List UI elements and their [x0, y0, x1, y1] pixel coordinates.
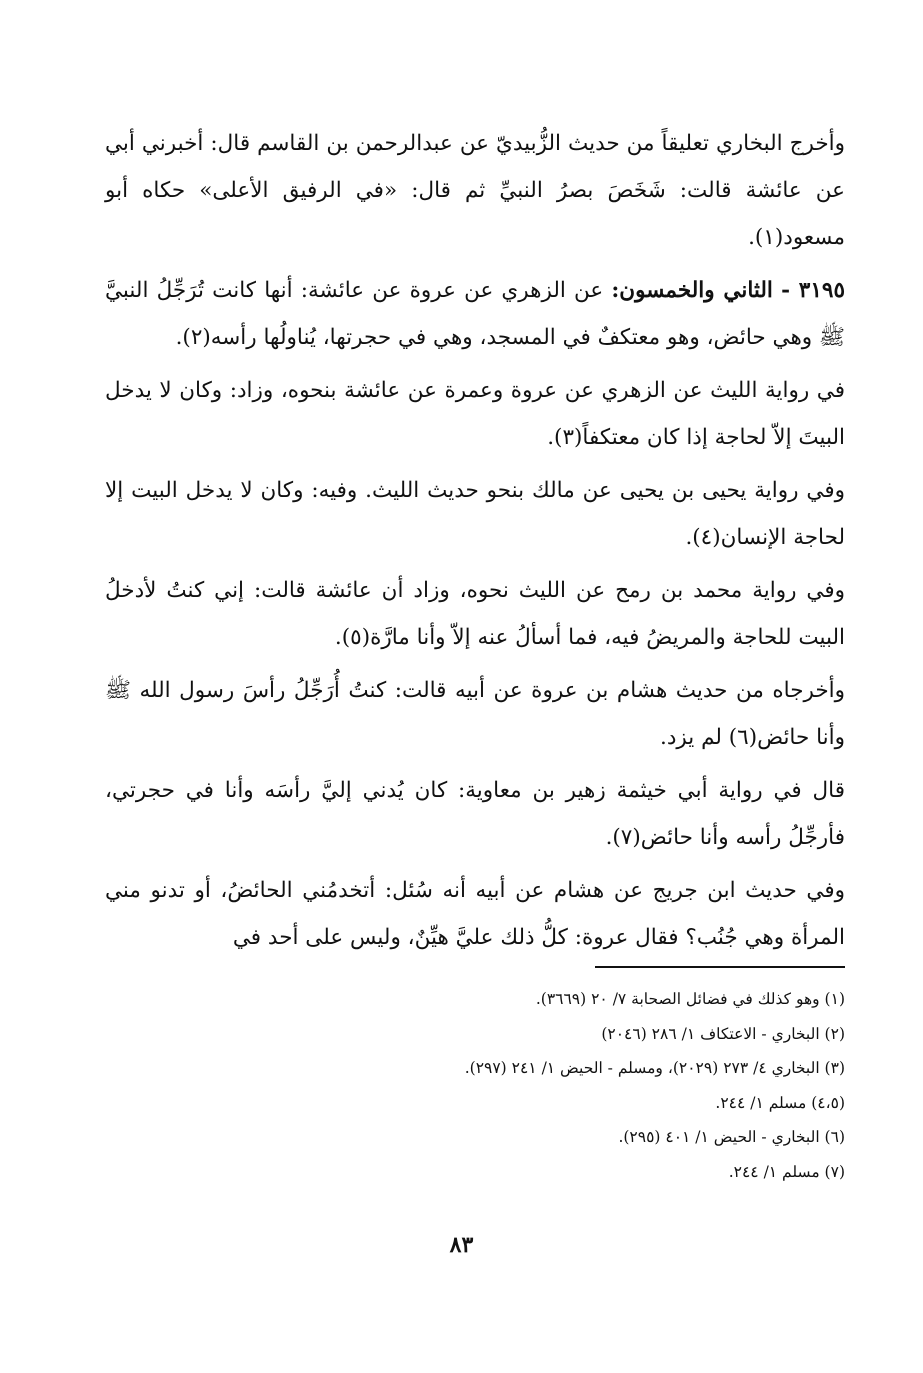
footnotes [300, 982, 845, 1189]
paragraph-2-text: عن الزهري عن عروة عن عائشة: أنها كانت تُرَجِّلُ النبيَّ ﷺ وهي حائض، وهو معتكفٌ في المسجد، وهي في حجرتها، يُناولُها رأسه(٢). [105, 278, 845, 350]
footnote-1: (١) وهو كذلك في فضائل الصحابة ٧/ ٢٠ (٣٦٦٩). [535, 990, 845, 1008]
main-text [105, 120, 845, 967]
page-number: ٨٣ [449, 1232, 474, 1258]
paragraph-8 [105, 867, 845, 961]
paragraph-4-text: وفي رواية يحيى بن يحيى عن مالك بنحو حديث الليث. وفيه: وكان لا يدخل البيت إلا لحاجة الإنسان(٤). [105, 478, 845, 550]
paragraph-2 [105, 267, 845, 361]
paragraph-6-text: وأخرجاه من حديث هشام بن عروة عن أبيه قالت: كنتُ أُرَجِّلُ رأسَ رسول الله ﷺ وأنا حائض(٦) لم يزد. [105, 678, 845, 750]
paragraph-6 [105, 667, 845, 761]
footnote-6: (٦) البخاري - الحيض ١/ ٤٠١ (٢٩٥). [618, 1128, 845, 1146]
paragraph-1-text: وأخرج البخاري تعليقاً من حديث الزُّبيديّ عن عبدالرحمن بن القاسم قال: أخبرني أبي عن عائشة قالت: شَخَصَ بصرُ النبيِّ ثم قال: «في الرفيق الأعلى» حكاه أبو مسعود(١). [105, 131, 845, 250]
hadith-heading: الثاني والخمسون: [611, 278, 773, 303]
hadith-number: ٣١٩٥ - [781, 278, 845, 303]
paragraph-1 [105, 120, 845, 261]
paragraph-7 [105, 767, 845, 861]
footnote-7: (٧) مسلم ١/ ٢٤٤. [728, 1162, 845, 1181]
paragraph-5 [105, 567, 845, 661]
paragraph-5-text: وفي رواية محمد بن رمح عن الليث نحوه، وزاد أن عائشة قالت: إني كنتُ لأدخلُ البيت للحاجة والمريضُ فيه، فما أسألُ عنه إلاّ وأنا مارَّة(٥). [105, 578, 845, 650]
footnote-2: (٢) البخاري - الاعتكاف ١/ ٢٨٦ (٢٠٤٦) [601, 1024, 845, 1043]
footnote-separator [595, 966, 845, 968]
footnote-3: (٣) البخاري ٤/ ٢٧٣ (٢٠٢٩)، ومسلم - الحيض ١/ ٢٤١ (٢٩٧). [464, 1059, 845, 1077]
paragraph-4 [105, 467, 845, 561]
paragraph-8-text: وفي حديث ابن جريج عن هشام عن أبيه أنه سُئل: أتخدمُني الحائضُ، أو تدنو مني المرأة وهي جُنُب؟ فقال عروة: كلُّ ذلك عليَّ هيِّنٌ، وليس على أحد في [105, 878, 845, 950]
footnote-4-5: (٤،٥) مسلم ١/ ٢٤٤. [715, 1093, 845, 1112]
paragraph-3 [105, 367, 845, 461]
paragraph-7-text: قال في رواية أبي خيثمة زهير بن معاوية: كان يُدني إليَّ رأسَه وأنا في حجرتي، فأرجِّلُ رأسه وأنا حائض(٧). [105, 778, 845, 850]
paragraph-3-text: في رواية الليث عن الزهري عن عروة وعمرة عن عائشة بنحوه، وزاد: وكان لا يدخل البيتَ إلاّ لحاجة إذا كان معتكفاً(٣). [105, 378, 845, 450]
